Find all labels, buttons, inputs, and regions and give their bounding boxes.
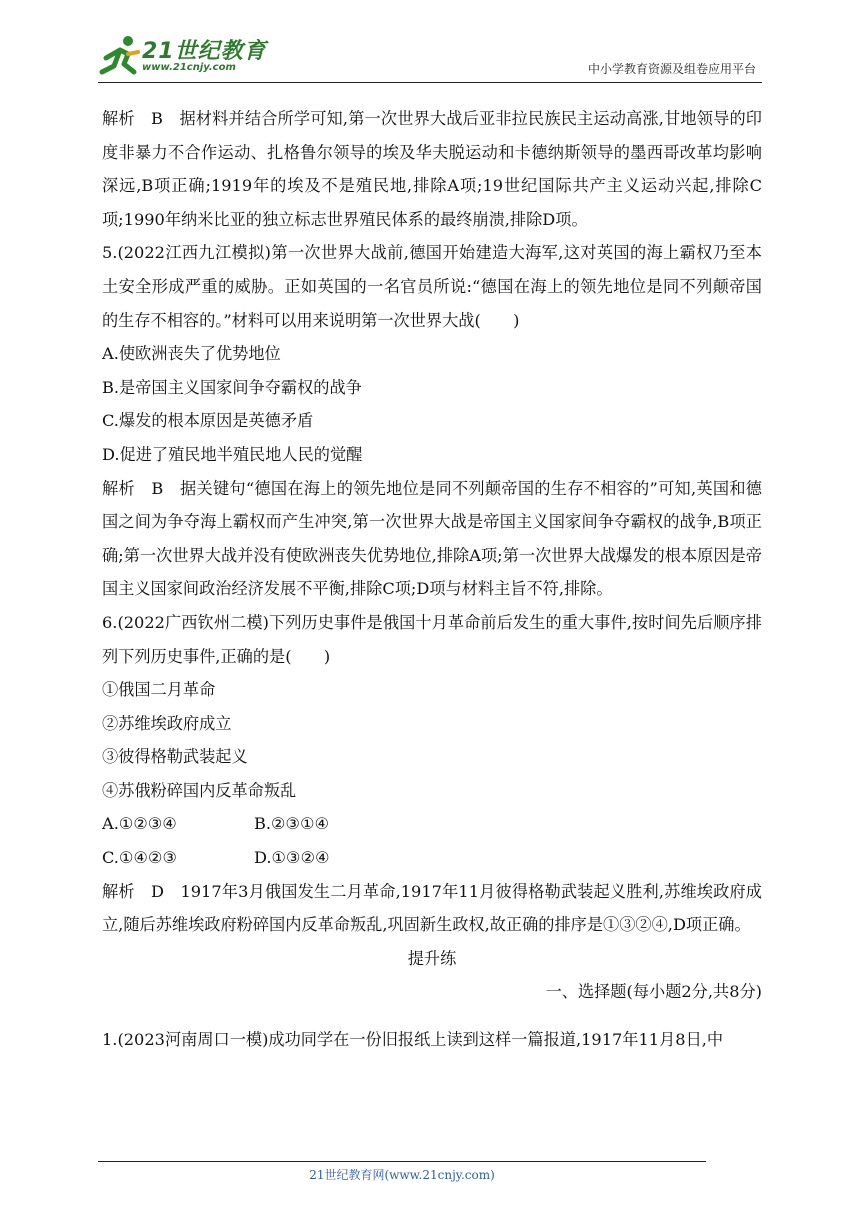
analysis-q6: 解析 D 1917年3月俄国发生二月革命,1917年11月彼得格勒武装起义胜利,苏维埃政府成立,随后苏维埃政府粉碎国内反革命叛乱,巩固新生政权,故正确的排序是①③②④,D项正确。 — [102, 881, 762, 935]
analysis-q4: 解析 B 据材料并结合所学可知,第一次世界大战后亚非拉民族民主运动高涨,甘地领导的印度非暴力不合作运动、扎格鲁尔领导的埃及华夫脱运动和卡德纳斯领导的墨西哥改革均影响深远,B项正确;1919年的埃及不是殖民地,排除A项;19世纪国际共产主义运动兴起,排除C项;1990年纳米比亚的独立标志世界殖民体系的最终崩溃,排除D项。 — [102, 109, 762, 229]
header-platform-text: 中小学教育资源及组卷应用平台 — [587, 62, 756, 76]
analysis-q5: 解析 B 据关键句“德国在海上的领先地位是同不列颠帝国的生存不相容的”可知,英国和德国之间为争夺海上霸权而产生冲突,第一次世界大战是帝国主义国家间争夺霸权的战争,B项正确;第一次世界大战并没有使欧洲丧失优势地位,排除A项;第一次世界大战爆发的根本原因是帝国主义国家间政治经济发展不平衡,排除C项;D项与材料主旨不符,排除。 — [102, 478, 762, 599]
question-1-stem: 1.(2023河南周口一模)成功同学在一份旧报纸上读到这样一篇报道,1917年11月8日,中 — [102, 1030, 724, 1050]
page-footer: 21世纪教育网(www.21cnjy.com) — [309, 1168, 495, 1182]
question-5-option-b: B.是帝国主义国家间争夺霸权的战争 — [102, 377, 362, 397]
question-6-options-row-1 — [102, 807, 762, 841]
question-6-option-d: D.①③②④ — [254, 848, 330, 868]
question-6-item-3: ③彼得格勒武装起义 — [102, 747, 248, 767]
question-6-option-a: A.①②③④ — [102, 814, 177, 834]
section-title: 提升练 — [407, 948, 457, 968]
question-6-stem: 6.(2022广西钦州二模)下列历史事件是俄国十月革命前后发生的重大事件,按时间先后顺序排列下列历史事件,正确的是( ) — [102, 612, 762, 666]
question-5-option-c: C.爆发的根本原因是英德矛盾 — [102, 411, 314, 431]
question-6-item-4: ④苏俄粉碎国内反革命叛乱 — [102, 780, 297, 800]
question-5-option-a: A.使欧洲丧失了优势地位 — [102, 344, 281, 364]
section-subtitle: 一、选择题(每小题2分,共8分) — [545, 982, 762, 1002]
logo — [98, 34, 278, 78]
question-5-stem: 5.(2022江西九江模拟)第一次世界大战前,德国开始建造大海军,这对英国的海上霸权乃至本土安全形成严重的威胁。正如英国的一名官员所说:“德国在海上的领先地位是同不列颠帝国的生存不相容的。”材料可以用来说明第一次世界大战( ) — [102, 243, 762, 330]
question-6-item-2: ②苏维埃政府成立 — [102, 713, 232, 733]
spacer — [102, 1009, 762, 1023]
question-6-option-b: B.②③①④ — [254, 814, 330, 834]
page-header — [98, 30, 762, 83]
footer-divider — [98, 1161, 706, 1162]
question-5-option-d: D.促进了殖民地半殖民地人民的觉醒 — [102, 444, 363, 464]
logo-text: 21世纪教育 — [142, 39, 267, 64]
logo-url: www.21cnjy.com — [142, 62, 236, 73]
document-body — [102, 102, 762, 1057]
question-6-item-1: ①俄国二月革命 — [102, 680, 216, 700]
question-6-options-row-2 — [102, 841, 762, 875]
question-6-option-c: C.①④②③ — [102, 848, 178, 868]
runner-logo-icon — [98, 34, 144, 78]
